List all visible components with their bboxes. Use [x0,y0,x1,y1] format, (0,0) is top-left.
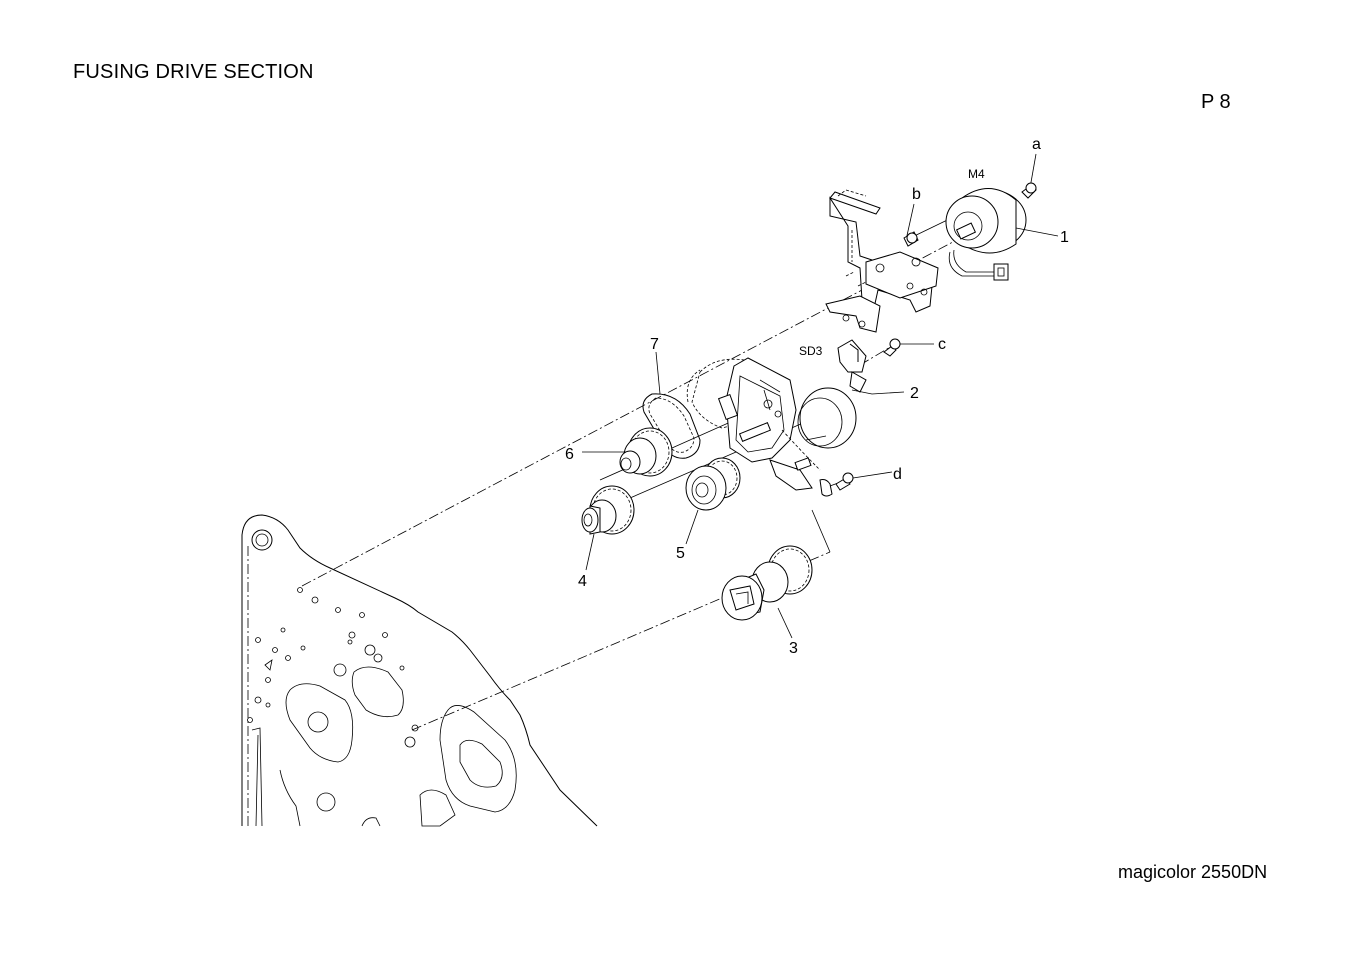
page-number: P 8 [1201,91,1231,113]
gear-3 [722,546,812,638]
motor-bracket [826,190,938,332]
screw-d [820,472,892,496]
callout-2: 2 [910,385,919,402]
callout-5: 5 [676,545,685,562]
callout-7: 7 [650,336,659,353]
callout-4: 4 [578,573,587,590]
callout-b: b [912,186,921,203]
screw-a [1022,154,1036,198]
gear-5 [686,458,740,544]
model-name: magicolor 2550DN [1118,862,1268,882]
motor-m4 [946,188,1058,280]
gear-4 [582,486,634,570]
gear-6 [582,428,672,476]
callout-3: 3 [789,640,798,657]
frame-plate [242,515,597,826]
page-title: FUSING DRIVE SECTION [73,61,314,83]
callout-a: a [1032,136,1041,153]
screw-c [884,339,934,356]
screw-b [904,204,918,246]
callout-6: 6 [565,446,574,463]
callout-sd3: SD3 [799,344,823,358]
callout-m4: M4 [968,167,985,181]
sensor-sd3 [838,340,866,392]
callout-1: 1 [1060,229,1069,246]
callout-d: d [893,466,902,483]
callout-c: c [938,336,946,353]
